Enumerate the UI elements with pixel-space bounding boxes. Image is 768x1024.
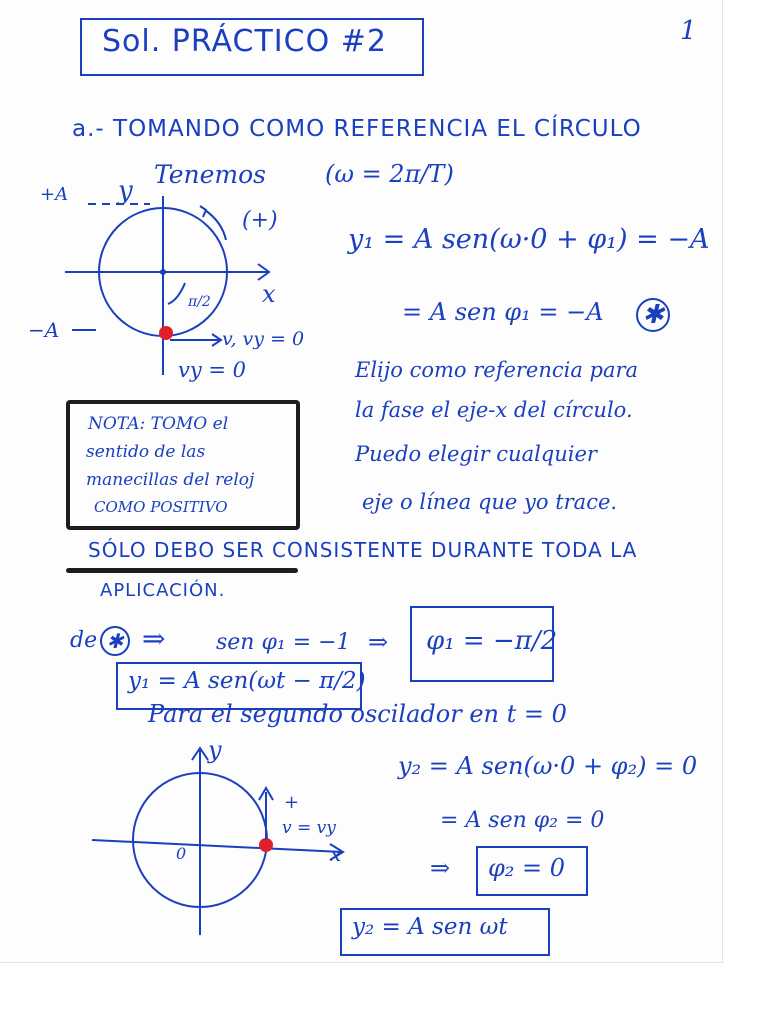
explanation-line-4: eje o línea que yo trace. xyxy=(362,490,618,514)
velocity-label-2: v = vy xyxy=(282,818,336,838)
explanation-line-3: Puedo elegir cualquier xyxy=(355,442,597,466)
nota-line-3: manecillas del reloj xyxy=(86,470,255,490)
origin-label-2: 0 xyxy=(176,844,187,863)
x-axis-2 xyxy=(92,840,342,852)
heading-a: a.- TOMANDO COMO REFERENCIA EL CÍRCULO xyxy=(72,116,642,142)
star-mark-1: ✱ xyxy=(636,298,670,332)
equation-sen-phi2: = A sen φ₂ = 0 xyxy=(440,808,605,833)
page-title: Sol. PRÁCTICO #2 xyxy=(102,24,387,59)
rotation-label-1: (+) xyxy=(242,208,278,233)
page-number: 1 xyxy=(680,16,697,46)
y2-result: y₂ = A sen ωt xyxy=(352,914,508,940)
consistente-line-1: SÓLO DEBO SER CONSISTENTE DURANTE TODA LA xyxy=(88,538,638,562)
equation-sen-phi1: = A sen φ₁ = −A xyxy=(402,298,604,326)
omega-definition: (ω = 2π/T) xyxy=(325,160,454,188)
position-dot-2 xyxy=(259,838,273,852)
x-axis-label-1: x xyxy=(262,280,276,308)
y-axis-label-2: y xyxy=(208,736,222,764)
equation-y2: y₂ = A sen(ω·0 + φ₂) = 0 xyxy=(398,752,698,780)
de-label: de xyxy=(70,628,98,653)
phi2-result: φ₂ = 0 xyxy=(488,854,566,882)
nota-line-1: NOTA: TOMO el xyxy=(88,414,229,434)
segundo-heading: Para el segundo oscilador en t = 0 xyxy=(148,700,567,728)
rotation-arrowhead-1 xyxy=(200,206,206,217)
explanation-line-2: la fase el eje-x del círculo. xyxy=(355,398,633,422)
implies-arrow-1: ⇒ xyxy=(142,622,166,655)
position-dot-1 xyxy=(159,326,173,340)
nota-line-4: COMO POSITIVO xyxy=(94,498,228,516)
equation-y1: y₁ = A sen(ω·0 + φ₁) = −A xyxy=(348,224,710,255)
plus-a-label: +A xyxy=(40,184,69,205)
star-mark-2: ✱ xyxy=(100,626,130,656)
tenemos-label: Tenemos xyxy=(154,160,267,189)
phi1-result: φ₁ = −π/2 xyxy=(426,626,558,656)
vy-label-1: vy = 0 xyxy=(178,358,247,382)
plus-label-2: + xyxy=(284,792,300,813)
y1-result: y₁ = A sen(ωt − π/2) xyxy=(128,668,366,694)
nota-line-2: sentido de las xyxy=(86,442,206,462)
y-axis-label-1: y xyxy=(118,176,133,206)
implies-arrow-3: ⇒ xyxy=(430,854,451,882)
minus-a-label: −A xyxy=(28,318,60,342)
angle-label-1: π/2 xyxy=(188,294,211,310)
implies-arrow-2: ⇒ xyxy=(368,628,389,656)
sen-phi1-equation: sen φ₁ = −1 xyxy=(216,630,351,655)
center-dot-1 xyxy=(160,269,166,275)
marker-underline xyxy=(66,568,298,573)
x-axis-label-2: x xyxy=(330,842,342,866)
explanation-line-1: Elijo como referencia para xyxy=(355,358,639,382)
consistente-line-2: APLICACIÓN. xyxy=(100,580,226,601)
velocity-label-1: v, vy = 0 xyxy=(222,328,305,350)
angle-arc-1 xyxy=(168,283,185,304)
